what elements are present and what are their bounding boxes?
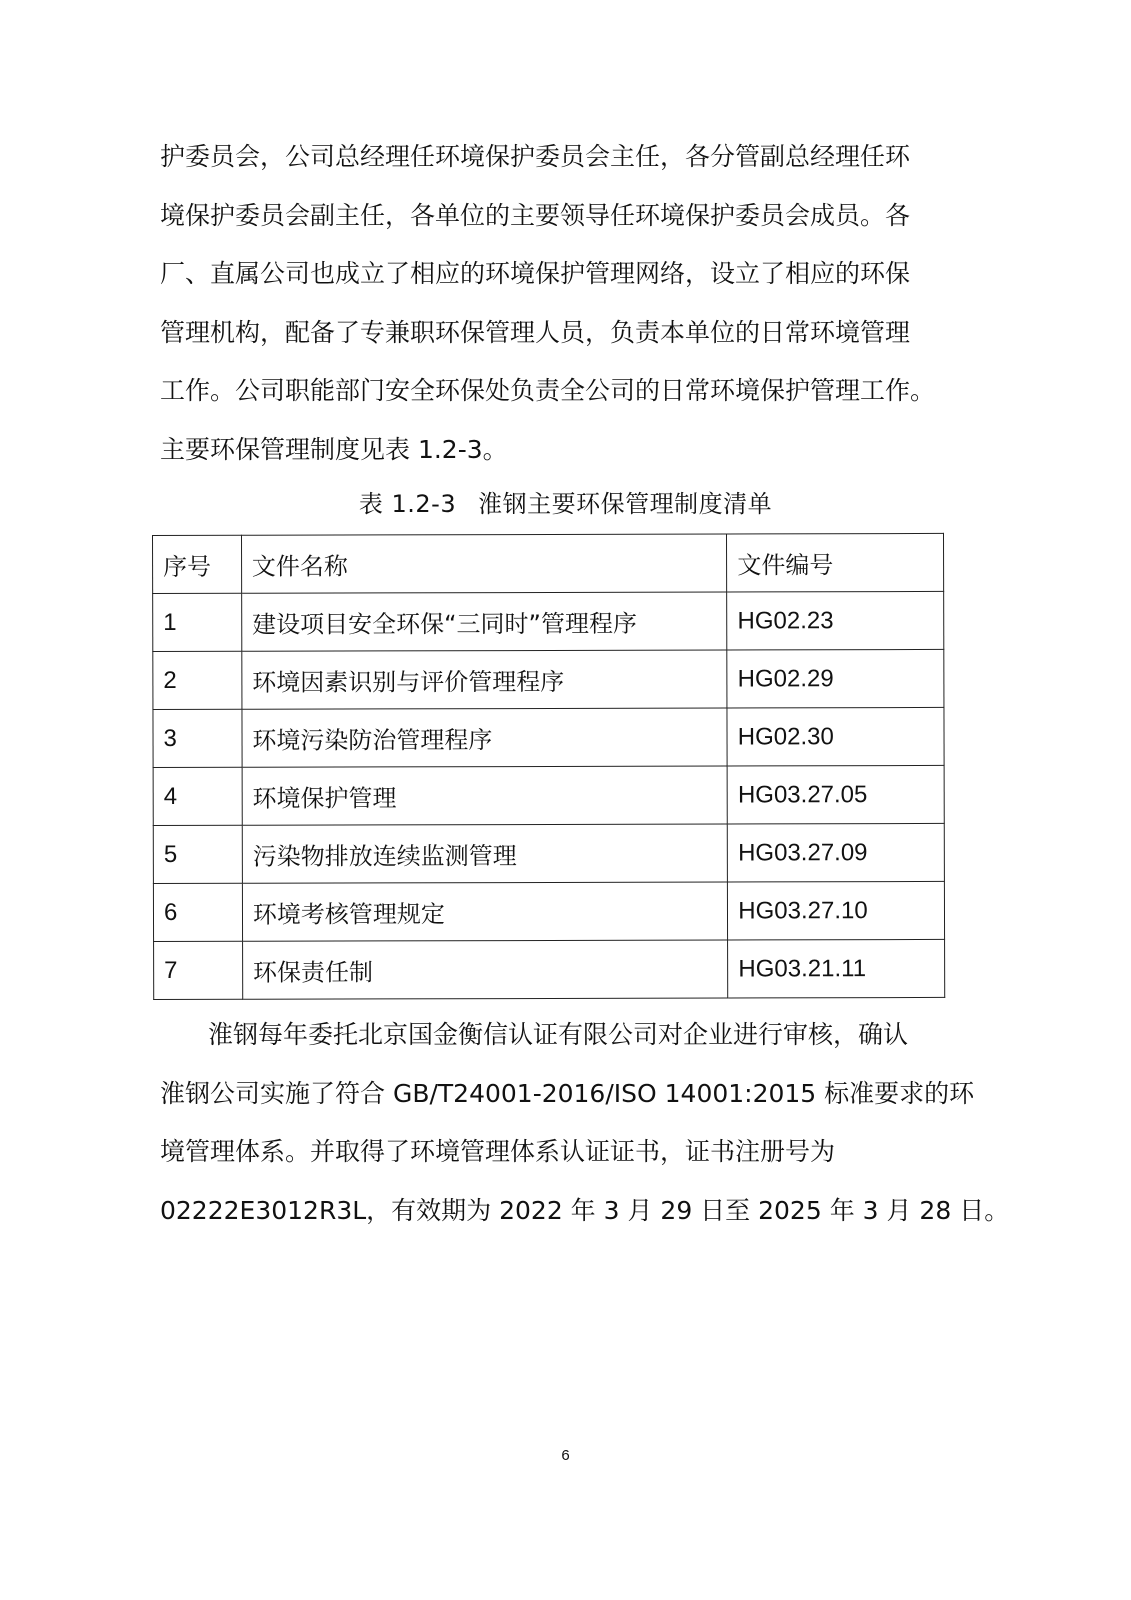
table-row [153, 591, 944, 651]
cell-serial-number: 7 [154, 941, 243, 999]
cell-document-name: 环境污染防治管理程序 [242, 708, 728, 767]
intro-line: 主要环保管理制度见表 1.2-3。 [160, 434, 508, 464]
table-row [153, 649, 944, 709]
intro-paragraph [160, 128, 950, 479]
cell-document-code: HG02.30 [727, 707, 944, 766]
table-row [153, 707, 944, 767]
table-row [153, 823, 944, 883]
cell-serial-number: 1 [153, 593, 242, 651]
cell-document-name: 建设项目安全环保“三同时”管理程序 [241, 592, 727, 651]
header-serial-number: 序号 [153, 535, 242, 593]
certification-line: 境管理体系。并取得了环境管理体系认证证书，证书注册号为 [160, 1137, 836, 1166]
cell-document-name: 污染物排放连续监测管理 [242, 824, 728, 883]
certification-paragraph [160, 1006, 1010, 1240]
intro-line: 护委员会，公司总经理任环境保护委员会主任，各分管副总经理任环 [160, 142, 911, 171]
cell-document-code: HG02.29 [727, 649, 944, 708]
cell-serial-number: 4 [153, 767, 242, 825]
table-caption-number: 表 1.2-3 [358, 490, 457, 518]
certification-line: 02222E3012R3L，有效期为 2022 年 3 月 29 日至 2025 年 3 月 28 日。 [160, 1195, 1010, 1225]
cell-document-code: HG02.23 [727, 591, 944, 650]
intro-line: 工作。公司职能部门安全环保处负责全公司的日常环境保护管理工作。 [160, 376, 936, 405]
table-row [153, 881, 944, 941]
intro-line: 境保护委员会副主任，各单位的主要领导任环境保护委员会成员。各 [160, 200, 911, 230]
header-document-code: 文件编号 [727, 533, 944, 592]
table-header-row [153, 533, 944, 593]
cell-document-code: HG03.27.10 [728, 881, 945, 940]
certification-line: 淮钢每年委托北京国金衡信认证有限公司对企业进行审核，确认 [208, 1020, 909, 1049]
cell-serial-number: 6 [153, 883, 242, 941]
table-caption-title: 淮钢主要环保管理制度清单 [478, 490, 773, 518]
cell-serial-number: 3 [153, 709, 242, 767]
table-caption [0, 484, 1131, 519]
cell-document-code: HG03.27.09 [728, 823, 945, 882]
cell-document-name: 环境考核管理规定 [242, 882, 728, 941]
cell-serial-number: 2 [153, 651, 242, 709]
cell-document-name: 环保责任制 [242, 940, 728, 999]
cell-document-name: 环境保护管理 [242, 766, 728, 825]
intro-line: 管理机构，配备了专兼职环保管理人员，负责本单位的日常环境管理 [160, 317, 911, 347]
certification-line: 淮钢公司实施了符合 GB/T24001-2016/ISO 14001:2015 标准要求的环 [160, 1078, 975, 1108]
cell-serial-number: 5 [153, 825, 242, 883]
intro-line: 厂、直属公司也成立了相应的环境保护管理网络，设立了相应的环保 [160, 259, 911, 288]
table-row [153, 765, 944, 825]
page-number: 6 [561, 1447, 570, 1464]
cell-document-name: 环境因素识别与评价管理程序 [242, 650, 728, 709]
cell-document-code: HG03.27.05 [727, 765, 944, 824]
regulations-table [152, 533, 945, 1000]
table-row [154, 939, 945, 999]
header-document-name: 文件名称 [241, 534, 727, 593]
cell-document-code: HG03.21.11 [728, 939, 945, 998]
